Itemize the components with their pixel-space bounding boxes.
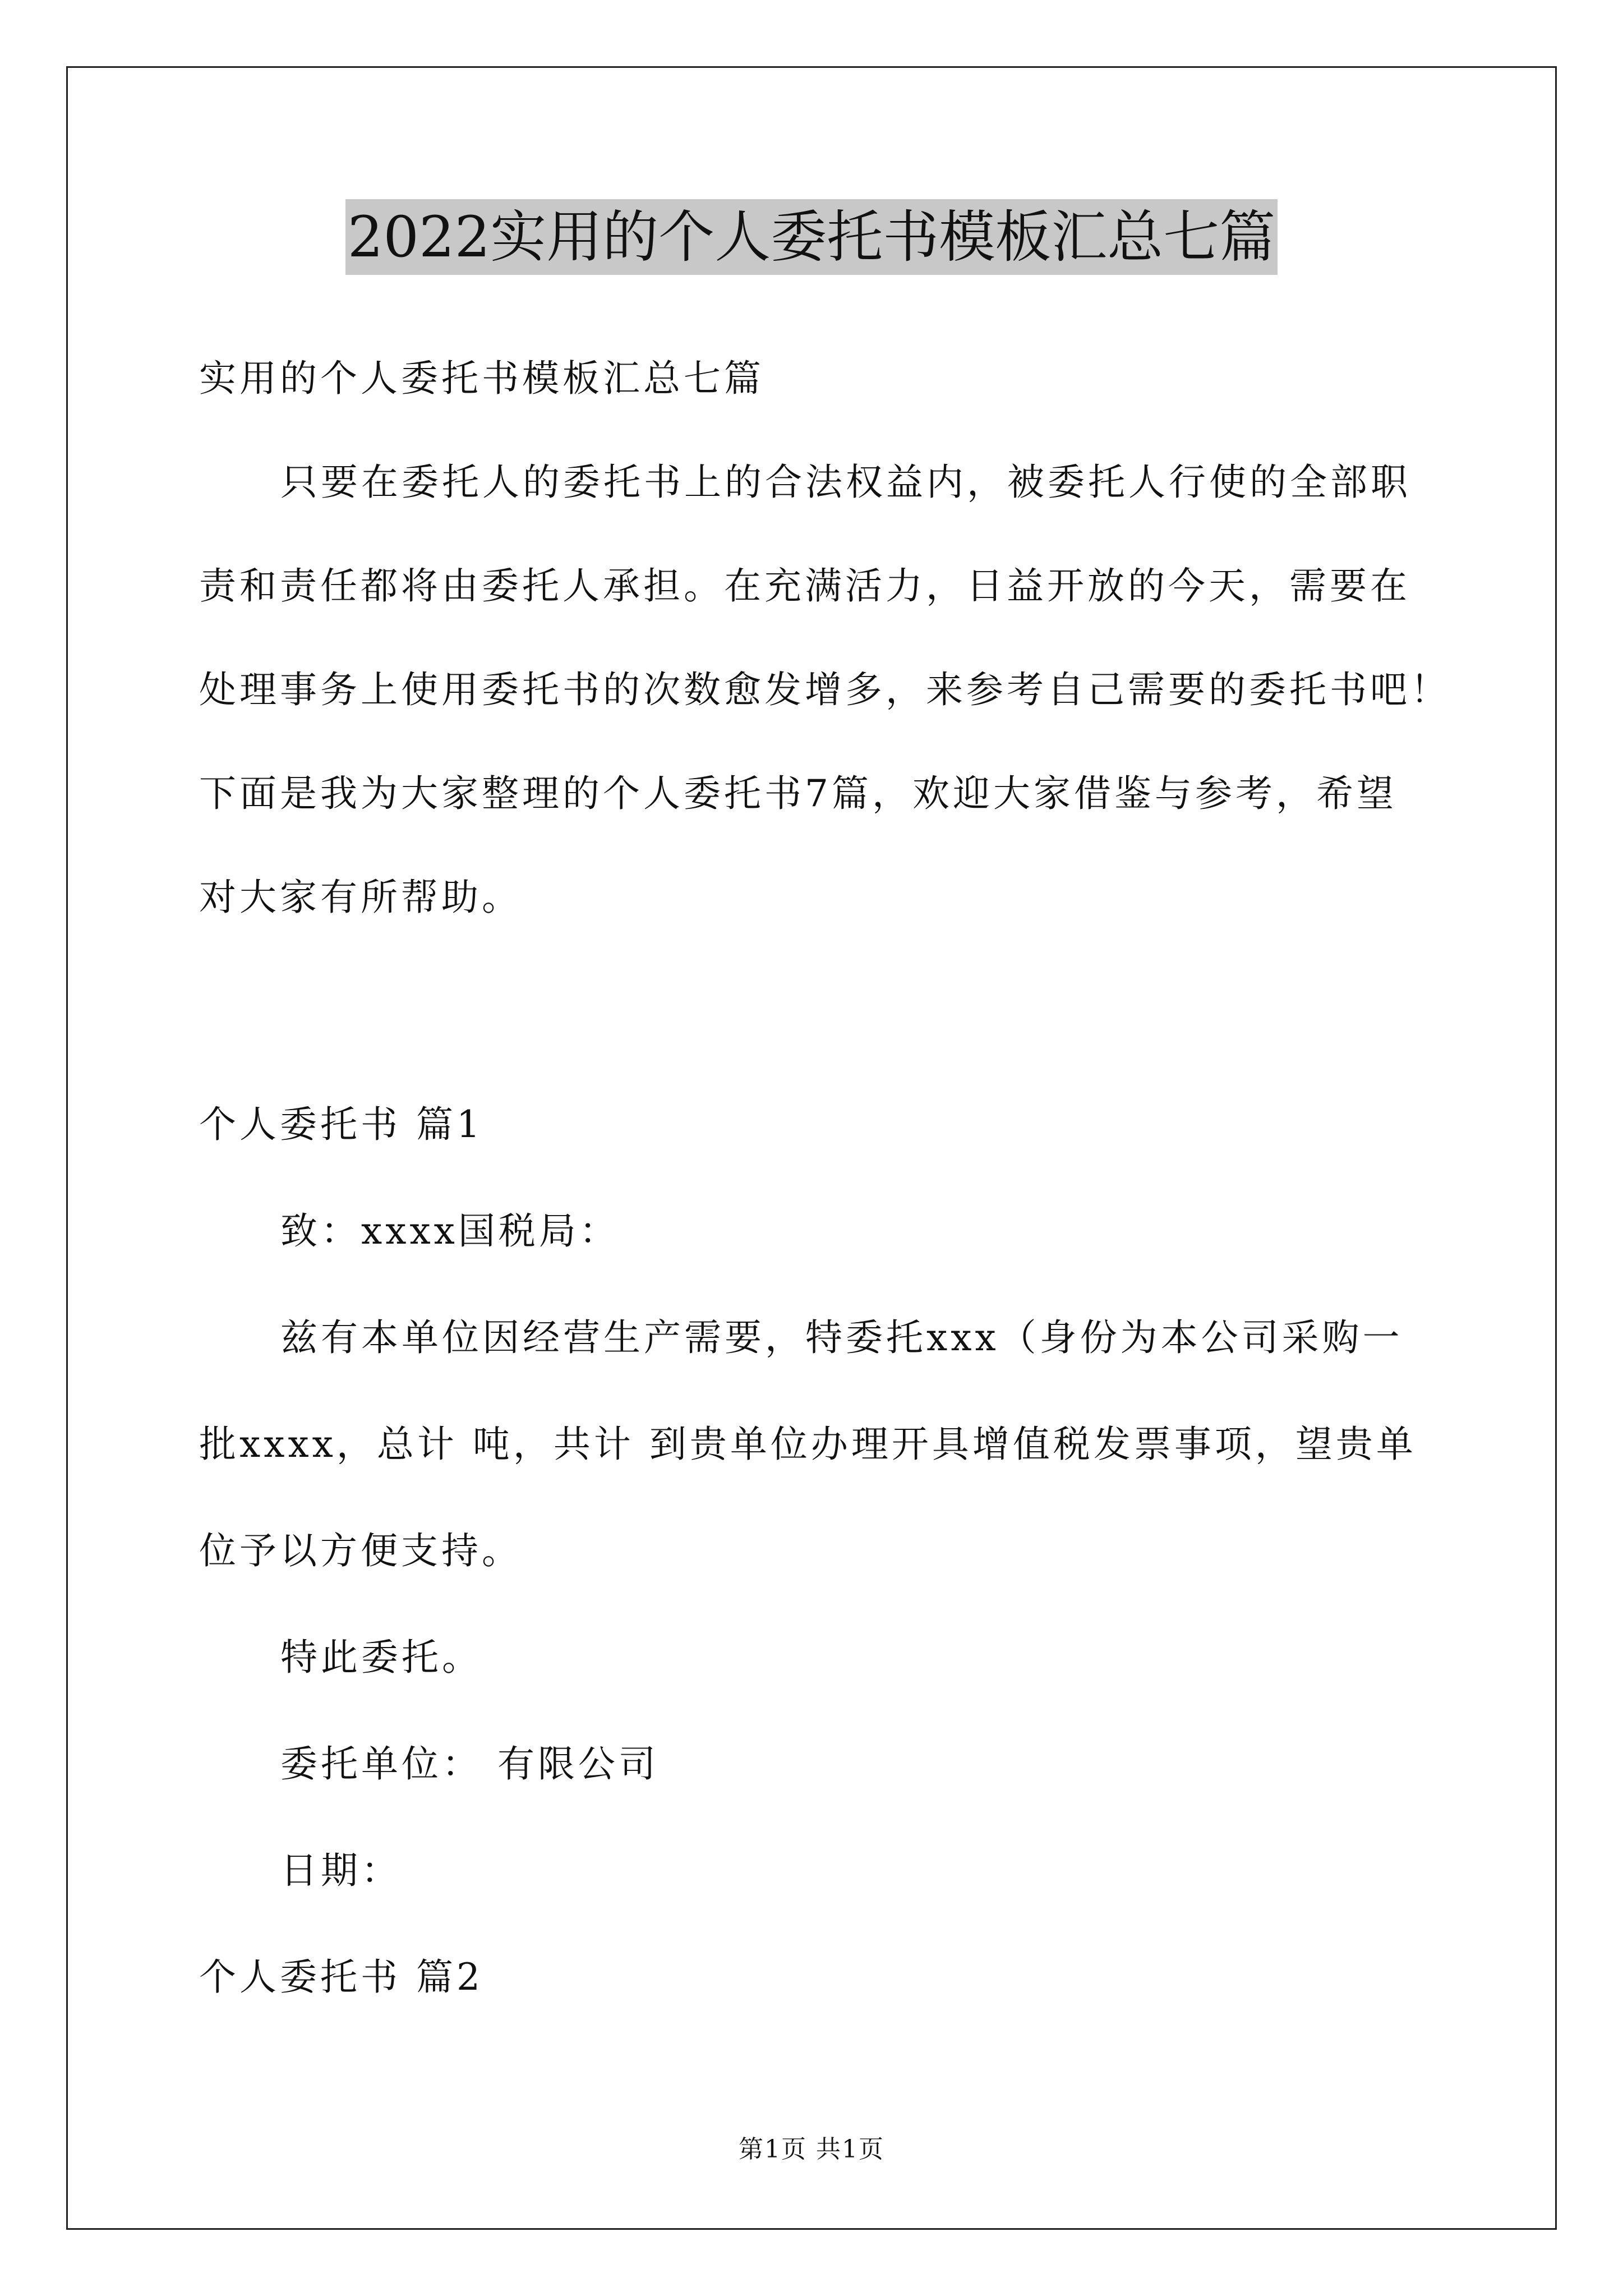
page-footer: 第1页 共1页: [739, 2135, 884, 2164]
entrusting-unit: 委托单位： 有限公司: [280, 1742, 659, 1786]
body-line: 批xxxx，总计 吨，共计 到贵单位办理开具增值税发票事项，望贵单: [199, 1423, 1417, 1466]
document-title: 2022实用的个人委托书模板汇总七篇: [345, 199, 1278, 275]
body-line: 兹有本单位因经营生产需要，特委托xxx（身份为本公司采购一: [280, 1316, 1403, 1359]
section-heading: 个人委托书 篇2: [199, 1955, 483, 1999]
intro-line: 处理事务上使用委托书的次数愈发增多，来参考自己需要的委托书吧！: [199, 668, 1451, 711]
intro-line: 责和责任都将由委托人承担。在充满活力，日益开放的今天，需要在: [199, 564, 1410, 608]
addressee: 致：xxxx国税局：: [280, 1209, 620, 1253]
body-line: 位予以方便支持。: [199, 1529, 522, 1572]
document-subtitle: 实用的个人委托书模板汇总七篇: [199, 357, 764, 400]
intro-line: 对大家有所帮助。: [199, 876, 522, 919]
intro-line: 只要在委托人的委托书上的合法权益内，被委托人行使的全部职: [280, 461, 1411, 504]
section-heading: 个人委托书 篇1: [199, 1103, 483, 1146]
closing-text: 特此委托。: [280, 1636, 482, 1679]
title-container: [0, 199, 1623, 275]
date-label: 日期：: [280, 1849, 402, 1892]
intro-line: 下面是我为大家整理的个人委托书7篇，欢迎大家借鉴与参考，希望: [199, 772, 1397, 815]
